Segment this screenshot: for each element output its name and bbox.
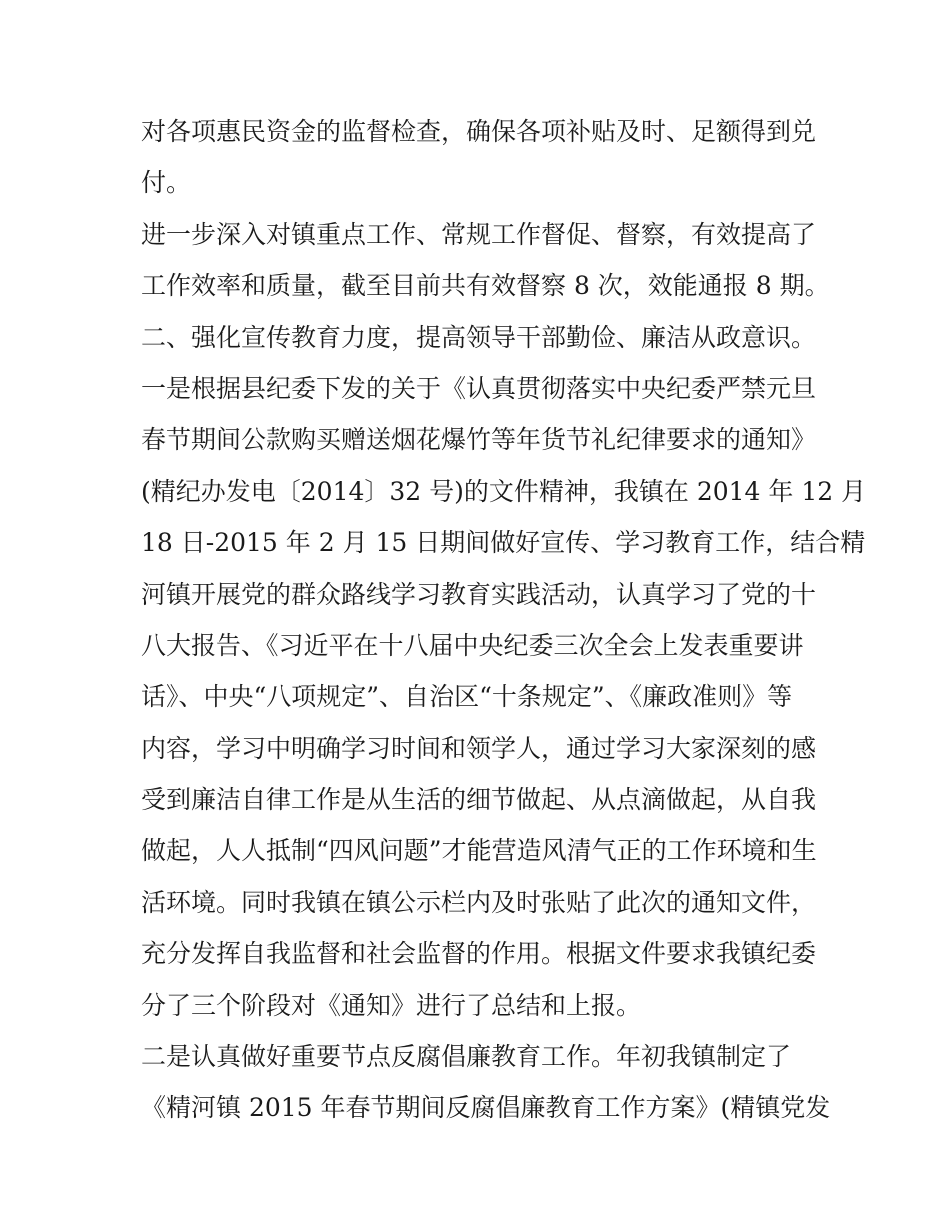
text-line: 受到廉洁自律工作是从生活的细节做起、从点滴做起，从自我 bbox=[141, 785, 817, 815]
text-line: (精纪办发电〔2014〕32 号)的文件精神，我镇在 2014 年 12 月 bbox=[141, 476, 867, 506]
text-line: 春节期间公款购买赠送烟花爆竹等年货节礼纪律要求的通知》 bbox=[141, 425, 817, 455]
text-line: 内容，学习中明确学习时间和领学人，通过学习大家深刻的感 bbox=[141, 733, 817, 763]
document-body bbox=[141, 106, 867, 1134]
text-line: 一是根据县纪委下发的关于《认真贯彻落实中央纪委严禁元旦 bbox=[141, 373, 817, 403]
section-heading: 二、强化宣传教育力度，提高领导干部勤俭、廉洁从政意识。 bbox=[141, 322, 817, 352]
text-line: 进一步深入对镇重点工作、常规工作督促、督察，有效提高了 bbox=[141, 219, 817, 249]
text-line: 对各项惠民资金的监督检查，确保各项补贴及时、足额得到兑 bbox=[141, 117, 817, 146]
text-line: 充分发挥自我监督和社会监督的作用。根据文件要求我镇纪委 bbox=[141, 939, 817, 969]
text-line: 付。 bbox=[141, 168, 192, 198]
text-line: 工作效率和质量，截至目前共有效督察 8 次，效能通报 8 期。 bbox=[141, 271, 830, 301]
text-line: 河镇开展党的群众路线学习教育实践活动，认真学习了党的十 bbox=[141, 579, 817, 609]
text-line: 二是认真做好重要节点反腐倡廉教育工作。年初我镇制定了 bbox=[141, 1042, 792, 1072]
text-line: 话》、中央“八项规定”、自治区“十条规定”、《廉政准则》等 bbox=[141, 682, 793, 712]
text-line: 18 日-2015 年 2 月 15 日期间做好宣传、学习教育工作，结合精 bbox=[141, 528, 866, 558]
text-line: 活环境。同时我镇在镇公示栏内及时张贴了此次的通知文件， bbox=[141, 887, 817, 917]
text-line: 分了三个阶段对《通知》进行了总结和上报。 bbox=[141, 990, 642, 1020]
text-line: 《精河镇 2015 年春节期间反腐倡廉教育工作方案》(精镇党发 bbox=[141, 1093, 831, 1123]
text-line: 做起，人人抵制“四风问题”才能营造风清气正的工作环境和生 bbox=[141, 836, 817, 866]
text-line: 八大报告、《习近平在十八届中央纪委三次全会上发表重要讲 bbox=[141, 630, 804, 660]
